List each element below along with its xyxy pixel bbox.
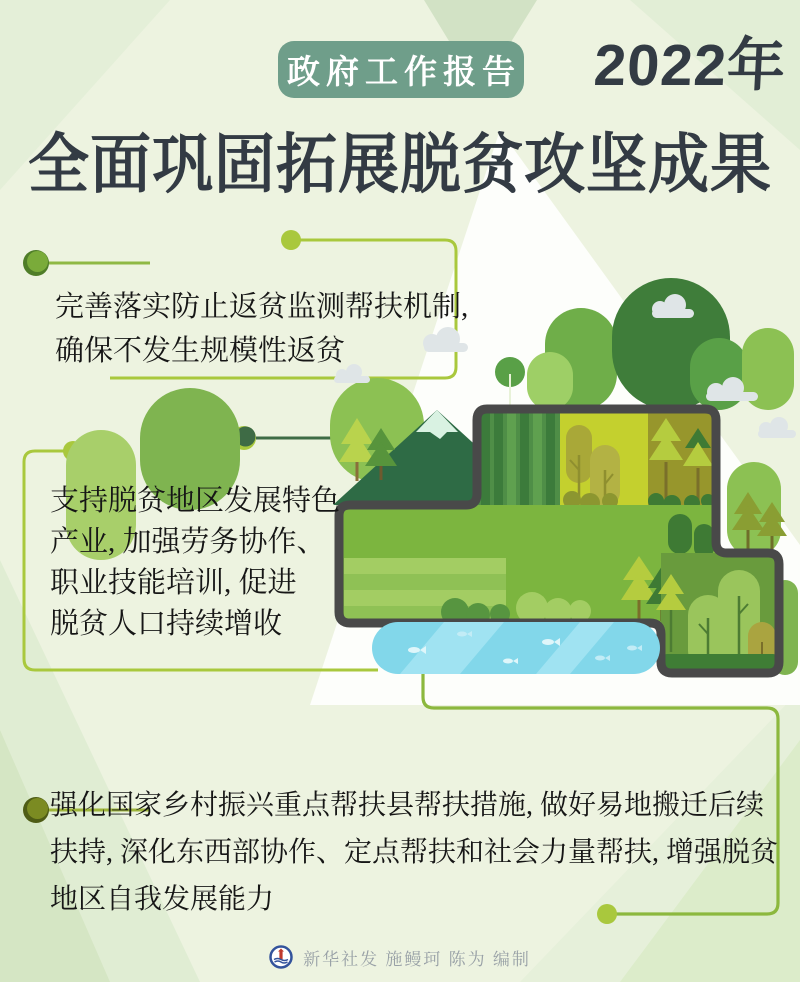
page-title: 全面巩固拓展脱贫攻坚成果: [27, 128, 772, 201]
bullet-1-text: [55, 285, 468, 373]
bullet-2-text: [50, 481, 340, 645]
bullet-3-text: [50, 782, 778, 923]
bullet-1-line-2: 确保不发生规模性返贫: [55, 335, 346, 367]
bullet-1-line-1: 完善落实防止返贫监测帮扶机制,: [55, 291, 469, 323]
credit-row: [0, 943, 800, 971]
year-heading: 2022年: [592, 33, 788, 98]
bullet-2-line-3: 职业技能培训, 促进: [50, 567, 297, 599]
badge-label: 政府工作报告: [287, 55, 521, 91]
report-badge: [278, 41, 524, 98]
pond: [372, 622, 660, 674]
bullet-2-line-1: 支持脱贫地区发展特色: [50, 485, 341, 517]
bullet-2-line-2: 产业, 加强劳务协作、: [50, 526, 326, 558]
xinhua-agency-logo: [269, 945, 293, 969]
credit-text: 新华社发 施鳗珂 陈为 编制: [303, 949, 531, 969]
bullet-3-line-2: 扶持, 深化东西部协作、定点帮扶和社会力量帮扶, 增强脱贫: [50, 837, 779, 868]
bullet-3-line-1: 强化国家乡村振兴重点帮扶县帮扶措施, 做好易地搬迁后续: [50, 790, 765, 821]
bullet-3-line-3: 地区自我发展能力: [50, 884, 275, 915]
bullet-2-line-4: 脱贫人口持续增收: [50, 608, 283, 640]
